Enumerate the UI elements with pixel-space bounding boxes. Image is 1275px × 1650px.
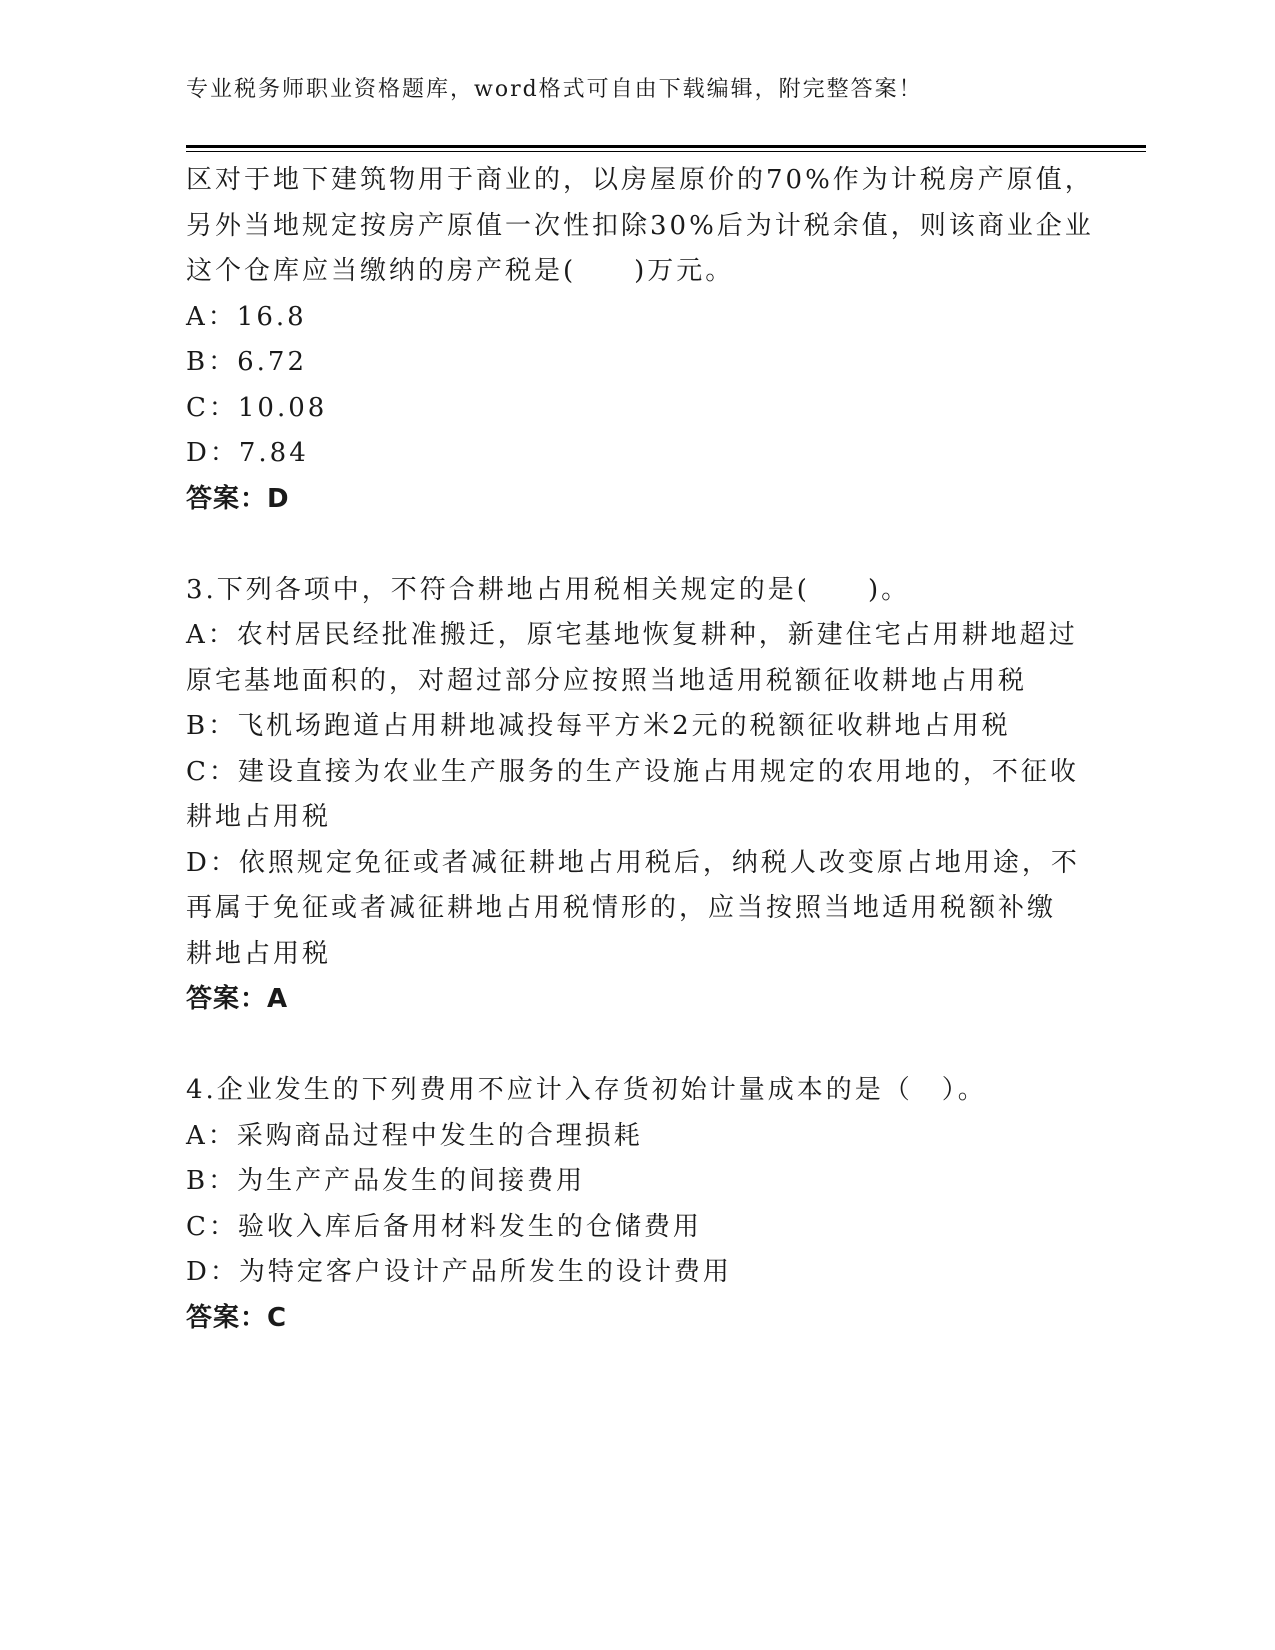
q3-option-line: 耕地占用税 <box>186 938 332 969</box>
q4-answer: 答案：C <box>186 1302 288 1333</box>
q2-option-d: D：7.84 <box>186 438 309 468</box>
header-rule-thin <box>186 151 1146 152</box>
q3-option-line: B：飞机场跑道占用耕地减投每平方米2元的税额征收耕地占用税 <box>186 711 1011 741</box>
q4-option-d: D：为特定客户设计产品所发生的设计费用 <box>186 1257 732 1287</box>
q4-option-c: C：验收入库后备用材料发生的仓储费用 <box>186 1211 702 1242</box>
q3-option-line: 原宅基地面积的，对超过部分应按照当地适用税额征收耕地占用税 <box>186 665 1028 696</box>
page-header: 专业税务师职业资格题库，word格式可自由下载编辑，附完整答案！ <box>186 77 923 102</box>
header-rule-thick <box>186 145 1146 148</box>
q2-stem-line: 这个仓库应当缴纳的房产税是( )万元。 <box>186 256 735 286</box>
q2-answer: 答案：D <box>186 483 290 514</box>
q4-stem: 4.企业发生的下列费用不应计入存货初始计量成本的是（ ）。 <box>186 1075 987 1105</box>
spacer <box>186 1023 1086 1069</box>
q3-option-line: D：依照规定免征或者减征耕地占用税后，纳税人改变原占地用途，不 <box>186 847 1080 878</box>
q2-option-c: C：10.08 <box>186 392 328 423</box>
spacer <box>186 522 1086 568</box>
q3-option-line: 耕地占用税 <box>186 802 332 832</box>
q2-option-a: A：16.8 <box>186 301 307 332</box>
q4-option-b: B：为生产产品发生的间接费用 <box>186 1166 586 1196</box>
q3-option-line: C：建设直接为农业生产服务的生产设施占用规定的农用地的，不征收 <box>186 756 1079 787</box>
q3-option-line: A：农村居民经批准搬迁，原宅基地恢复耕种，新建住宅占用耕地超过 <box>186 620 1078 650</box>
q2-stem-line: 区对于地下建筑物用于商业的，以房屋原价的70%作为计税房产原值， <box>186 165 1094 195</box>
q4-option-a: A：采购商品过程中发生的合理损耗 <box>186 1120 643 1151</box>
question-content <box>186 158 1094 1341</box>
q3-option-line: 再属于免征或者减征耕地占用税情形的，应当按照当地适用税额补缴 <box>186 893 1057 923</box>
q2-stem-line: 另外当地规定按房产原值一次性扣除30%后为计税余值，则该商业企业 <box>186 210 1094 241</box>
q3-stem: 3.下列各项中，不符合耕地占用税相关规定的是( )。 <box>186 574 911 605</box>
q3-answer: 答案：A <box>186 984 289 1014</box>
q2-option-b: B：6.72 <box>186 347 307 377</box>
